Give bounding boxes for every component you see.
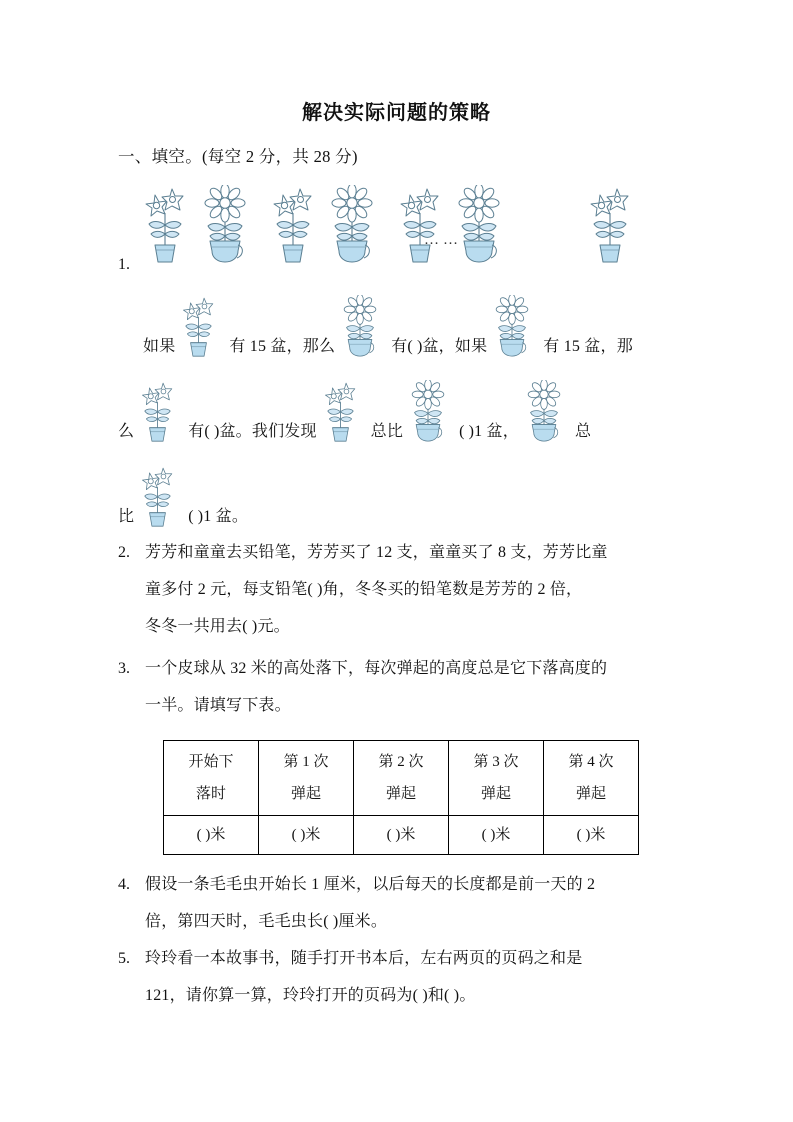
q1-l2-seg-4: 总比 <box>370 423 404 440</box>
ellipsis-dots-icon: …… <box>424 232 462 248</box>
table-cell-value-1[interactable]: ( )米 <box>259 816 354 855</box>
q1-l2-seg-3: )盆。我们发现 <box>213 423 317 440</box>
star-flower-pot-icon <box>271 185 315 268</box>
q5-number: 5. <box>118 950 130 967</box>
q4-line-2: 倍，第四天时，毛毛虫长( )厘米。 <box>145 913 388 930</box>
star-flower-pot-icon <box>398 185 442 268</box>
q1-l1-seg-2: 有 15 盆，那么 <box>229 338 336 355</box>
table-header-cell-1 <box>259 741 354 816</box>
q1-l1-seg-4: )盆，如果 <box>416 338 488 355</box>
q1-line-1 <box>143 328 703 365</box>
q1-l2-seg-2: 有( <box>188 423 210 440</box>
q1-l1-seg-1: 如果 <box>143 338 176 355</box>
q2-number: 2. <box>118 544 130 561</box>
table-header-1-line1: 第 1 次 <box>283 754 329 770</box>
q1-l3-seg-1: 比 <box>118 508 135 525</box>
table-row-values <box>164 816 639 855</box>
q4-line-1: 假设一条毛毛虫开始长 1 厘米，以后每天的长度都是前一天的 2 <box>145 876 596 893</box>
q1-l2-seg-5: ( <box>459 423 465 440</box>
q5-text <box>145 940 705 1014</box>
star-flower-pot-icon <box>143 185 187 268</box>
table-header-cell-0 <box>164 741 259 816</box>
page-title: 解决实际问题的策略 <box>302 100 491 124</box>
table-header-cell-4 <box>544 741 639 816</box>
star-flower-pot-icon <box>588 185 632 268</box>
q1-pattern-illustration <box>143 186 563 268</box>
q1-number: 1. <box>118 256 130 273</box>
q3-line-1: 一个皮球从 32 米的高处落下，每次弹起的高度总是它下落高度的 <box>145 660 608 677</box>
q1-l3-seg-2: ( <box>188 508 194 525</box>
q1-l1-seg-3: 有( <box>391 338 413 355</box>
q5-line-2: 121，请你算一算，玲玲打开的页码为( )和( )。 <box>145 987 476 1004</box>
q2-text <box>145 534 705 645</box>
q1-line-3 <box>118 498 518 535</box>
table-header-cell-2 <box>354 741 449 816</box>
q3-line-2: 一半。请填写下表。 <box>145 697 291 714</box>
table-header-1-line2: 弹起 <box>290 786 321 802</box>
q3-text <box>145 650 705 724</box>
table-header-4-line2: 弹起 <box>575 786 606 802</box>
q2-line-2: 童多付 2 元，每支铅笔( )角，冬冬买的铅笔数是芳芳的 2 倍， <box>145 581 583 598</box>
q1-l3-seg-3: )1 盆。 <box>197 508 249 525</box>
table-cell-value-3[interactable]: ( )米 <box>449 816 544 855</box>
q2-line-1: 芳芳和童童去买铅笔，芳芳买了 12 支，童童买了 8 支，芳芳比童 <box>145 544 608 561</box>
table-cell-value-2[interactable]: ( )米 <box>354 816 449 855</box>
table-header-2-line2: 弹起 <box>385 786 416 802</box>
q1-l1-seg-5: 有 15 盆，那 <box>543 338 633 355</box>
q3-number: 3. <box>118 660 130 677</box>
q5-line-1: 玲玲看一本故事书，随手打开书本后，左右两页的页码之和是 <box>145 950 583 967</box>
section-heading-fill-in-blanks: 一、填空。(每空 2 分，共 28 分) <box>118 147 358 166</box>
q1-l2-seg-1: 么 <box>118 423 135 440</box>
table-header-3-line2: 弹起 <box>480 786 511 802</box>
table-header-3-line1: 第 3 次 <box>473 754 519 770</box>
q1-l2-seg-6: )1 盆， <box>468 423 519 440</box>
daisy-flower-pot-icon <box>455 185 503 268</box>
daisy-flower-pot-icon <box>328 185 376 268</box>
q2-line-3: 冬冬一共用去( )元。 <box>145 618 290 635</box>
table-header-0-line1: 开始下 <box>188 754 234 770</box>
q1-line-2 <box>118 413 698 450</box>
table-header-2-line1: 第 2 次 <box>378 754 424 770</box>
q4-text <box>145 866 705 940</box>
table-header-0-line2: 落时 <box>195 786 226 802</box>
q1-l2-seg-7: 总 <box>574 423 592 440</box>
daisy-flower-pot-icon <box>201 185 249 268</box>
bounce-height-table <box>163 740 639 855</box>
table-cell-value-0[interactable]: ( )米 <box>164 816 259 855</box>
q4-number: 4. <box>118 876 130 893</box>
table-row-headers <box>164 741 639 816</box>
table-header-4-line1: 第 4 次 <box>568 754 614 770</box>
table-header-cell-3 <box>449 741 544 816</box>
table-cell-value-4[interactable]: ( )米 <box>544 816 639 855</box>
